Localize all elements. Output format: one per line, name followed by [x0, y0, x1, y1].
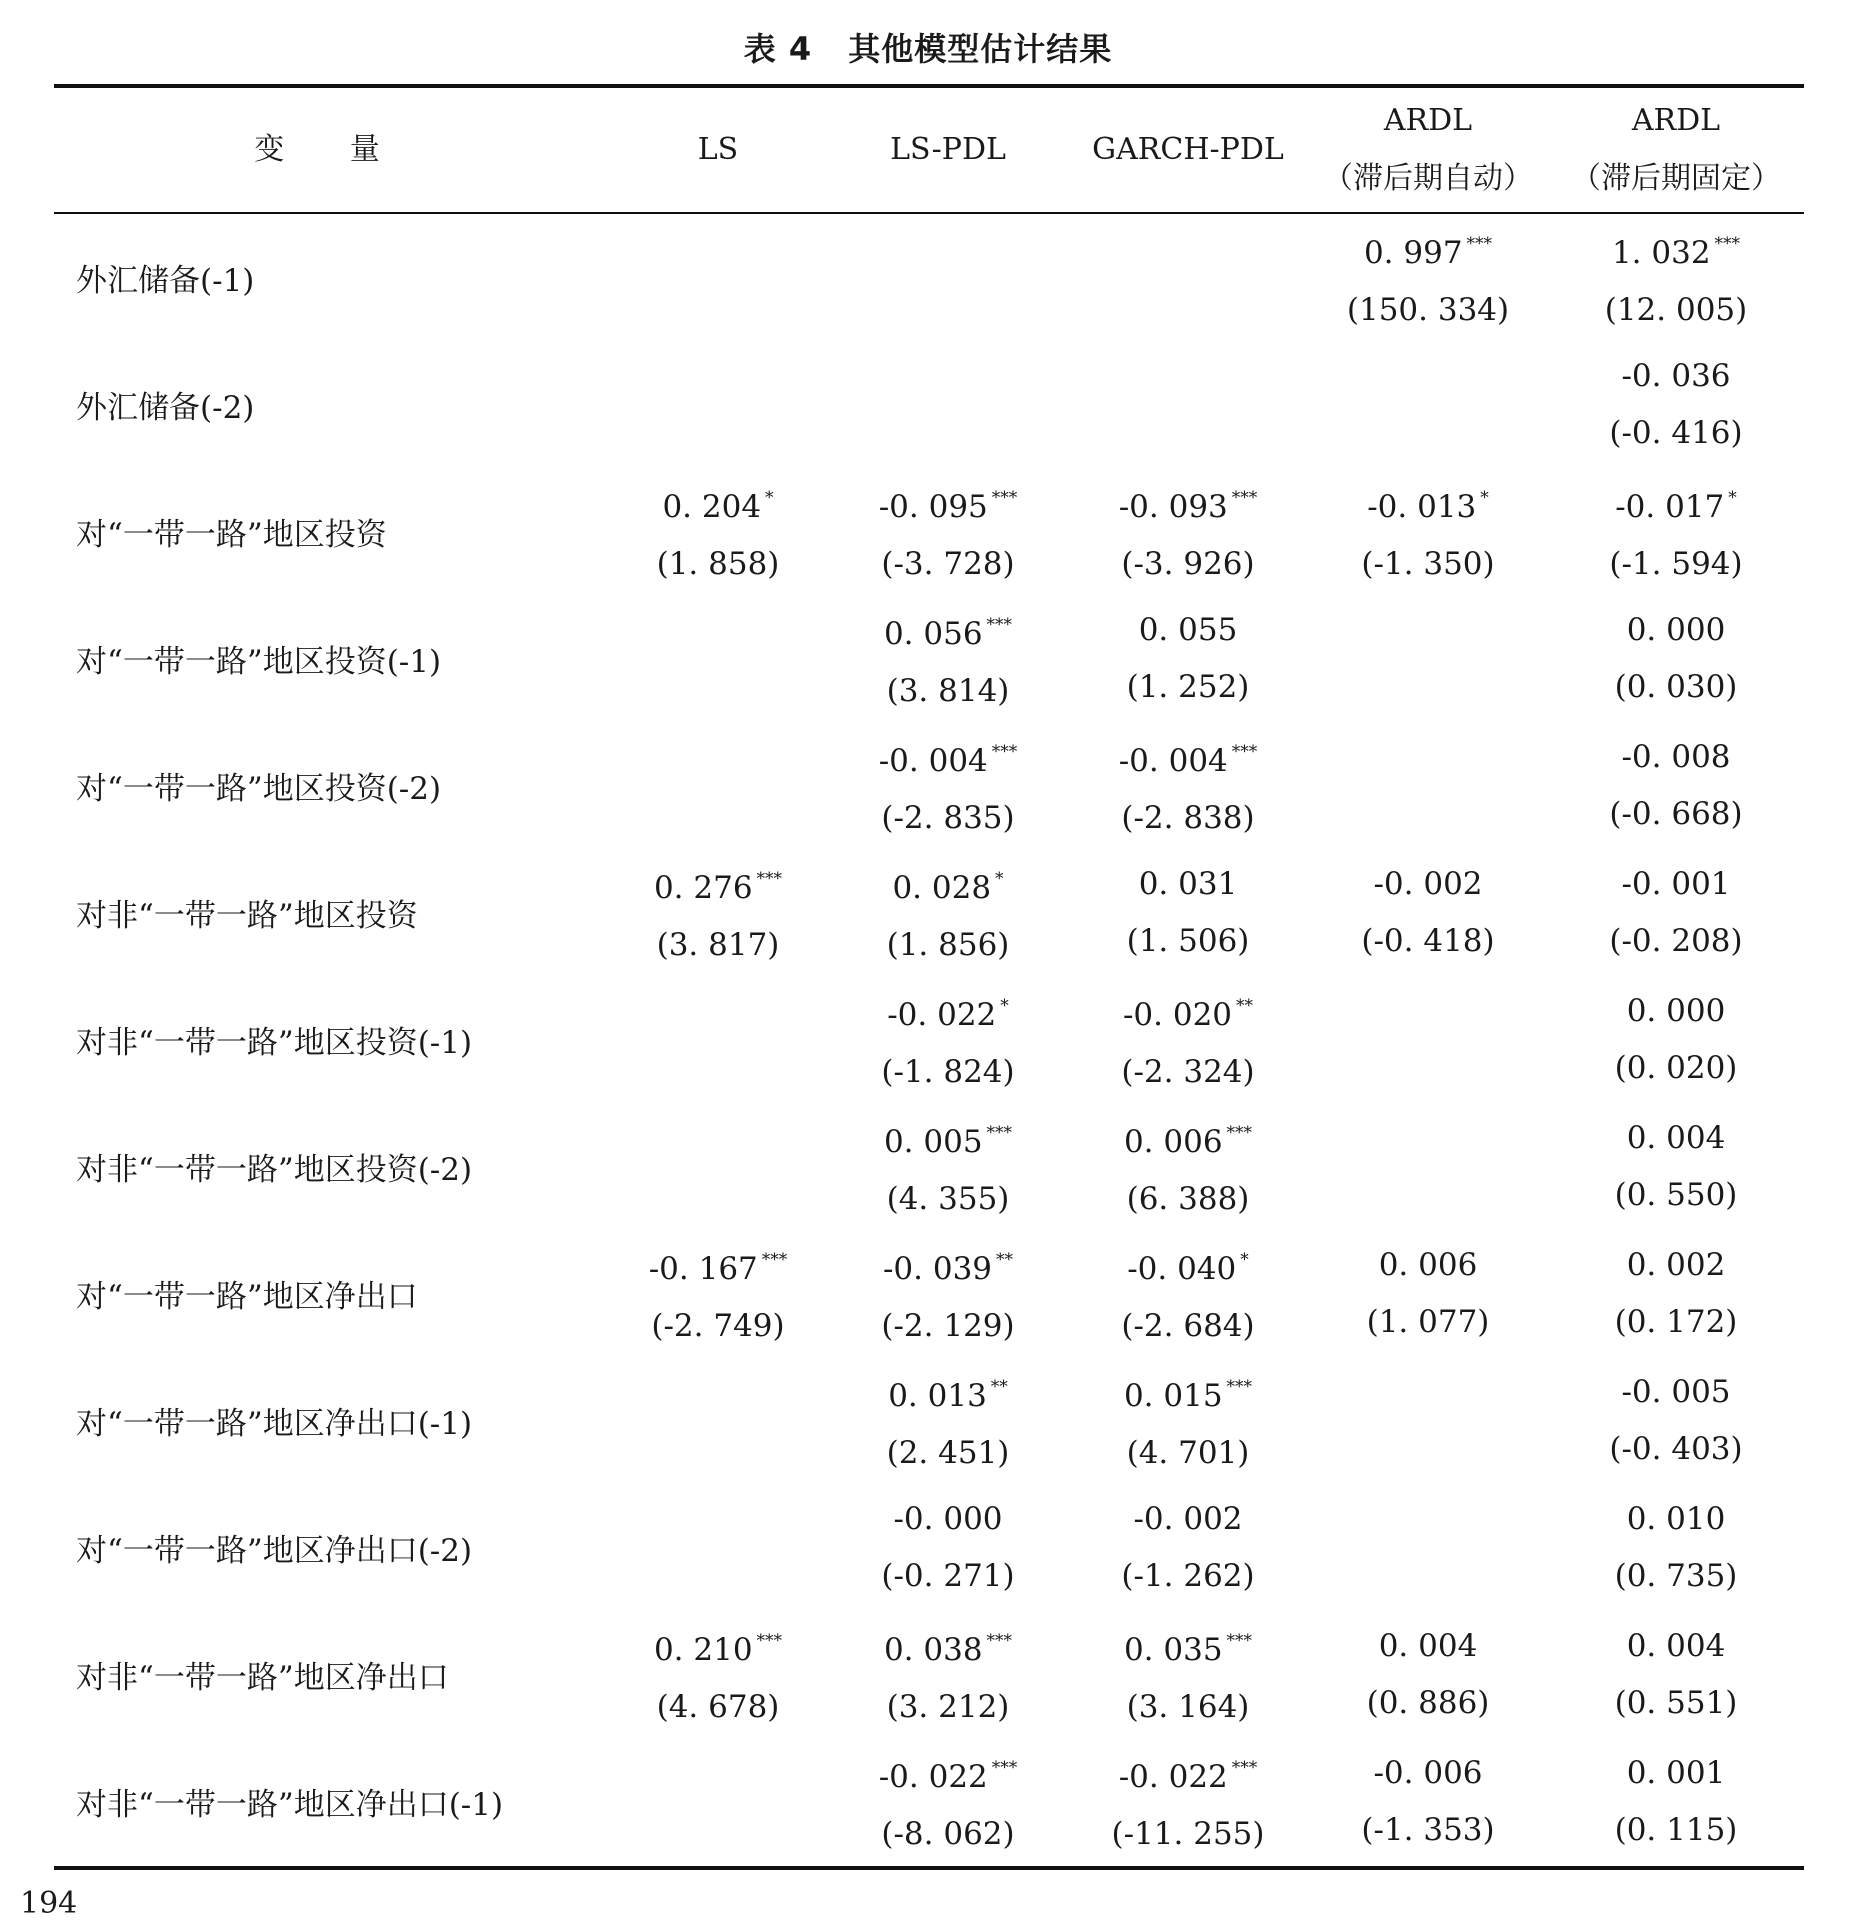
t-statistic: (-11. 255)	[1111, 1816, 1265, 1852]
variable-label: 对“一带一路”地区投资	[76, 517, 387, 553]
t-statistic: (150. 334)	[1346, 292, 1510, 328]
significance-stars: ***	[1231, 1758, 1258, 1778]
variable-label: 对非“一带一路”地区净出口	[76, 1660, 449, 1696]
coefficient	[828, 1740, 1068, 1806]
t-statistic: (-2. 684)	[1121, 1308, 1255, 1344]
cell-ls-pdl	[828, 1103, 1068, 1230]
significance-stars: **	[990, 1377, 1008, 1397]
cell-ls	[608, 976, 828, 1103]
coefficient	[1068, 1359, 1308, 1425]
significance-stars: ***	[1226, 1631, 1253, 1651]
t-statistic: (4. 678)	[656, 1689, 780, 1725]
cell-ardl-auto	[1308, 341, 1548, 468]
coefficient	[828, 1359, 1068, 1425]
coefficient	[1548, 1491, 1804, 1548]
t-statistic: (0. 172)	[1614, 1303, 1738, 1340]
t-statistic: (-2. 835)	[881, 800, 1015, 836]
t-statistic: (-1. 350)	[1361, 546, 1495, 582]
coefficient	[828, 1105, 1068, 1171]
coefficient	[1308, 216, 1548, 282]
header-ardl-auto-line1: ARDL	[1383, 103, 1473, 138]
header-ardl-auto-line2: （滞后期自动）	[1323, 161, 1533, 196]
coefficient-value: 0. 204	[662, 489, 762, 525]
cell-garch-pdl	[1068, 722, 1308, 849]
significance-stars: ***	[1231, 488, 1258, 508]
cell-ardl-auto	[1308, 1484, 1548, 1611]
coefficient-value: -0. 039	[882, 1251, 993, 1287]
header-variable: 变 量	[254, 132, 408, 167]
table-row	[54, 1103, 1804, 1230]
t-statistic: (4. 701)	[1126, 1435, 1250, 1471]
coefficient	[1548, 602, 1804, 659]
cell-ls	[608, 214, 828, 341]
t-statistic: (1. 506)	[1126, 922, 1250, 959]
cell-ardl-auto	[1308, 1357, 1548, 1484]
cell-ardl-auto	[1308, 1738, 1548, 1865]
coefficient-value: 0. 038	[883, 1632, 983, 1668]
significance-stars: ***	[986, 1123, 1013, 1143]
cell-ls-pdl	[828, 1611, 1068, 1738]
coefficient	[1548, 729, 1804, 786]
variable-label: 对“一带一路”地区投资(-2)	[76, 771, 442, 807]
variable-label: 对非“一带一路”地区投资(-1)	[76, 1025, 473, 1061]
bottom-rule	[54, 1866, 1804, 1870]
significance-stars: ***	[991, 742, 1018, 762]
significance-stars: ***	[986, 615, 1013, 635]
coefficient	[608, 851, 828, 917]
cell-ls	[608, 595, 828, 722]
page-number: 194	[20, 1886, 78, 1921]
coefficient-value: 0. 035	[1123, 1632, 1223, 1668]
t-statistic: (-0. 403)	[1609, 1430, 1743, 1467]
cell-ls-pdl	[828, 1230, 1068, 1357]
coefficient-value: -0. 022	[1118, 1759, 1228, 1795]
coefficient-value: 0. 006	[1123, 1124, 1223, 1160]
variable-label: 对“一带一路”地区净出口(-2)	[76, 1533, 473, 1569]
coefficient-value: 0. 010	[1626, 1500, 1726, 1537]
table-row	[54, 1738, 1804, 1865]
t-statistic: (-0. 208)	[1609, 922, 1743, 959]
table-row	[54, 341, 1804, 468]
cell-ls-pdl	[828, 722, 1068, 849]
coefficient	[1548, 1237, 1804, 1294]
coefficient-value: 0. 001	[1626, 1754, 1726, 1791]
significance-stars: ***	[986, 1631, 1013, 1651]
coefficient	[828, 1613, 1068, 1679]
cell-garch-pdl	[1068, 341, 1308, 468]
t-statistic: (1. 856)	[886, 927, 1010, 963]
coefficient-value: 0. 004	[1626, 1119, 1726, 1156]
cell-ardl-fixed	[1548, 1357, 1804, 1484]
cell-ardl-fixed	[1548, 341, 1804, 468]
cell-ardl-fixed	[1548, 849, 1804, 976]
coefficient-value: 0. 015	[1123, 1378, 1223, 1414]
table-row	[54, 722, 1804, 849]
significance-stars: *	[1000, 996, 1009, 1016]
t-statistic: (3. 164)	[1126, 1689, 1250, 1725]
coefficient	[828, 1232, 1068, 1298]
cell-ardl-auto	[1308, 976, 1548, 1103]
significance-stars: *	[1240, 1250, 1249, 1270]
cell-ardl-auto	[1308, 1230, 1548, 1357]
t-statistic: (1. 858)	[656, 546, 780, 582]
table-row	[54, 1611, 1804, 1738]
significance-stars: ***	[1226, 1123, 1253, 1143]
coefficient-value: -0. 040	[1127, 1251, 1237, 1287]
table-row	[54, 214, 1804, 341]
coefficient-value: 0. 055	[1138, 611, 1238, 648]
t-statistic: (0. 550)	[1614, 1176, 1738, 1213]
cell-ls	[608, 1357, 828, 1484]
cell-ls-pdl	[828, 849, 1068, 976]
coefficient	[1548, 470, 1804, 536]
coefficient-value: 0. 210	[653, 1632, 753, 1668]
t-statistic: (-2. 129)	[881, 1308, 1015, 1344]
t-statistic: (4. 355)	[886, 1181, 1010, 1217]
significance-stars: ***	[1466, 234, 1493, 254]
coefficient	[1548, 983, 1804, 1040]
results-table-body	[54, 214, 1804, 1865]
significance-stars: *	[995, 869, 1004, 889]
coefficient	[608, 1232, 828, 1298]
variable-label: 外汇储备(-1)	[76, 263, 255, 299]
t-statistic: (-2. 749)	[651, 1308, 785, 1344]
coefficient	[1548, 348, 1804, 405]
table-row	[54, 1357, 1804, 1484]
t-statistic: (0. 030)	[1614, 668, 1738, 705]
cell-ardl-fixed	[1548, 722, 1804, 849]
cell-garch-pdl	[1068, 849, 1308, 976]
coefficient-value: 0. 276	[653, 870, 753, 906]
coefficient	[1068, 978, 1308, 1044]
coefficient	[1068, 1232, 1308, 1298]
coefficient	[608, 470, 828, 536]
cell-garch-pdl	[1068, 468, 1308, 595]
coefficient	[828, 851, 1068, 917]
header-garch-pdl: GARCH-PDL	[1092, 132, 1284, 167]
cell-ardl-fixed	[1548, 214, 1804, 341]
coefficient-value: -0. 095	[878, 489, 988, 525]
significance-stars: **	[1236, 996, 1254, 1016]
coefficient	[1308, 856, 1548, 913]
t-statistic: (-2. 838)	[1121, 800, 1255, 836]
significance-stars: ***	[991, 1758, 1018, 1778]
table-number: 表 4	[743, 30, 813, 68]
coefficient-value: -0. 036	[1621, 357, 1731, 394]
t-statistic: (-1. 353)	[1361, 1811, 1495, 1848]
cell-ardl-fixed	[1548, 976, 1804, 1103]
t-statistic: (3. 817)	[656, 927, 780, 963]
cell-ls-pdl	[828, 468, 1068, 595]
t-statistic: (-1. 594)	[1609, 546, 1743, 582]
cell-ls-pdl	[828, 1484, 1068, 1611]
significance-stars: ***	[1714, 234, 1741, 254]
cell-ardl-fixed	[1548, 1103, 1804, 1230]
cell-ls	[608, 1103, 828, 1230]
coefficient-value: 0. 005	[883, 1124, 983, 1160]
cell-garch-pdl	[1068, 1611, 1308, 1738]
cell-ardl-auto	[1308, 468, 1548, 595]
t-statistic: (-0. 416)	[1609, 414, 1743, 451]
cell-ls	[608, 341, 828, 468]
coefficient-value: 0. 000	[1626, 611, 1726, 648]
cell-ls	[608, 1484, 828, 1611]
cell-ls	[608, 849, 828, 976]
coefficient-value: -0. 020	[1122, 997, 1233, 1033]
cell-garch-pdl	[1068, 1103, 1308, 1230]
coefficient	[1548, 1364, 1804, 1421]
header-ls: LS	[697, 132, 739, 167]
coefficient-value: -0. 006	[1373, 1754, 1483, 1791]
coefficient	[1548, 856, 1804, 913]
coefficient	[1308, 1618, 1548, 1675]
coefficient-value: -0. 008	[1621, 738, 1731, 775]
variable-label: 对“一带一路”地区投资(-1)	[76, 644, 442, 680]
cell-ls	[608, 1611, 828, 1738]
coefficient-value: -0. 022	[878, 1759, 988, 1795]
cell-ardl-fixed	[1548, 1738, 1804, 1865]
coefficient-value: 0. 004	[1626, 1627, 1726, 1664]
cell-ardl-fixed	[1548, 1230, 1804, 1357]
header-ardl-fixed	[1548, 88, 1804, 212]
t-statistic: (-3. 926)	[1121, 546, 1255, 582]
t-statistic: (-3. 728)	[881, 546, 1015, 582]
table-row	[54, 976, 1804, 1103]
variable-label: 对非“一带一路”地区投资	[76, 898, 418, 934]
t-statistic: (0. 735)	[1614, 1557, 1738, 1594]
coefficient-value: -0. 004	[878, 743, 988, 779]
header-ardl-fixed-line2: （滞后期固定）	[1571, 161, 1781, 196]
significance-stars: ***	[756, 1631, 783, 1651]
table-caption: 其他模型估计结果	[848, 30, 1113, 68]
cell-ls	[608, 1738, 828, 1865]
cell-ardl-fixed	[1548, 468, 1804, 595]
cell-garch-pdl	[1068, 1357, 1308, 1484]
table-title	[0, 24, 1856, 70]
t-statistic: (-0. 271)	[881, 1557, 1015, 1594]
cell-garch-pdl	[1068, 214, 1308, 341]
t-statistic: (-8. 062)	[881, 1816, 1015, 1852]
variable-label: 对“一带一路”地区净出口	[76, 1279, 418, 1315]
results-table	[54, 214, 1804, 1865]
header-ardl-fixed-line1: ARDL	[1631, 103, 1721, 138]
significance-stars: *	[1480, 488, 1489, 508]
coefficient-value: -0. 001	[1621, 865, 1731, 902]
cell-ls-pdl	[828, 595, 1068, 722]
t-statistic: (0. 551)	[1614, 1684, 1738, 1721]
coefficient-value: 0. 013	[888, 1378, 987, 1414]
coefficient-value: 0. 000	[1626, 992, 1726, 1029]
table-row	[54, 1230, 1804, 1357]
t-statistic: (0. 115)	[1614, 1811, 1738, 1848]
cell-ardl-auto	[1308, 214, 1548, 341]
coefficient-value: -0. 022	[887, 997, 997, 1033]
cell-garch-pdl	[1068, 595, 1308, 722]
cell-ardl-auto	[1308, 849, 1548, 976]
t-statistic: (-2. 324)	[1121, 1054, 1255, 1090]
cell-ardl-auto	[1308, 1103, 1548, 1230]
coefficient	[1548, 1745, 1804, 1802]
header-ls-pdl: LS-PDL	[890, 132, 1006, 167]
t-statistic: (-0. 418)	[1361, 922, 1495, 959]
cell-ls-pdl	[828, 341, 1068, 468]
coefficient	[1308, 1237, 1548, 1294]
coefficient	[828, 597, 1068, 663]
coefficient-value: 0. 028	[892, 870, 992, 906]
cell-ardl-fixed	[1548, 1611, 1804, 1738]
coefficient	[1068, 1491, 1308, 1548]
coefficient-value: -0. 013	[1367, 489, 1477, 525]
table-row	[54, 468, 1804, 595]
t-statistic: (3. 814)	[886, 673, 1010, 709]
cell-ardl-fixed	[1548, 1484, 1804, 1611]
coefficient	[1068, 1105, 1308, 1171]
coefficient	[828, 978, 1068, 1044]
significance-stars: **	[996, 1250, 1014, 1270]
t-statistic: (1. 252)	[1126, 668, 1250, 705]
coefficient-value: -0. 017	[1615, 489, 1725, 525]
coefficient	[1308, 1745, 1548, 1802]
significance-stars: ***	[1226, 1377, 1253, 1397]
t-statistic: (-1. 824)	[881, 1054, 1015, 1090]
coefficient-value: 0. 997	[1363, 235, 1463, 271]
coefficient	[1068, 724, 1308, 790]
significance-stars: ***	[756, 869, 783, 889]
cell-ls	[608, 722, 828, 849]
cell-ls-pdl	[828, 1357, 1068, 1484]
coefficient	[828, 470, 1068, 536]
coefficient-value: -0. 093	[1118, 489, 1228, 525]
variable-label: 对非“一带一路”地区投资(-2)	[76, 1152, 473, 1188]
coefficient	[1068, 856, 1308, 913]
cell-ls	[608, 1230, 828, 1357]
cell-ls-pdl	[828, 976, 1068, 1103]
coefficient-value: -0. 004	[1118, 743, 1228, 779]
coefficient	[1548, 216, 1804, 282]
coefficient-value: 0. 031	[1138, 865, 1238, 902]
t-statistic: (6. 388)	[1126, 1181, 1250, 1217]
coefficient	[828, 724, 1068, 790]
t-statistic: (12. 005)	[1604, 292, 1748, 328]
significance-stars: ***	[1231, 742, 1258, 762]
coefficient-value: -0. 167	[648, 1251, 758, 1287]
cell-ardl-auto	[1308, 595, 1548, 722]
coefficient-value: 0. 002	[1626, 1246, 1726, 1283]
cell-ls	[608, 468, 828, 595]
t-statistic: (0. 020)	[1614, 1049, 1738, 1086]
coefficient-value: -0. 000	[893, 1500, 1003, 1537]
significance-stars: ***	[991, 488, 1018, 508]
variable-label: 外汇储备(-2)	[76, 390, 255, 426]
coefficient	[1068, 1740, 1308, 1806]
t-statistic: (3. 212)	[886, 1689, 1010, 1725]
cell-ardl-fixed	[1548, 595, 1804, 722]
variable-label: 对非“一带一路”地区净出口(-1)	[76, 1787, 504, 1823]
table-row	[54, 1484, 1804, 1611]
t-statistic: (1. 077)	[1366, 1303, 1490, 1340]
significance-stars: ***	[761, 1250, 788, 1270]
cell-ardl-auto	[1308, 722, 1548, 849]
variable-label: 对“一带一路”地区净出口(-1)	[76, 1406, 473, 1442]
table-row	[54, 595, 1804, 722]
cell-garch-pdl	[1068, 1484, 1308, 1611]
coefficient	[1308, 470, 1548, 536]
t-statistic: (-0. 668)	[1609, 795, 1743, 832]
t-statistic: (0. 886)	[1366, 1684, 1490, 1721]
coefficient-value: 1. 032	[1611, 235, 1711, 271]
cell-ls-pdl	[828, 1738, 1068, 1865]
significance-stars: *	[765, 488, 774, 508]
coefficient-value: -0. 005	[1621, 1373, 1731, 1410]
coefficient	[1548, 1618, 1804, 1675]
coefficient-value: 0. 056	[883, 616, 983, 652]
coefficient	[1068, 470, 1308, 536]
cell-garch-pdl	[1068, 1230, 1308, 1357]
coefficient-value: -0. 002	[1133, 1500, 1243, 1537]
t-statistic: (2. 451)	[886, 1435, 1010, 1471]
cell-ardl-auto	[1308, 1611, 1548, 1738]
table-row	[54, 849, 1804, 976]
coefficient	[1068, 1613, 1308, 1679]
header-ardl-auto	[1308, 88, 1548, 212]
cell-garch-pdl	[1068, 1738, 1308, 1865]
cell-ls-pdl	[828, 214, 1068, 341]
coefficient-value: 0. 006	[1378, 1246, 1478, 1283]
significance-stars: *	[1728, 488, 1737, 508]
coefficient	[1548, 1110, 1804, 1167]
t-statistic: (-1. 262)	[1121, 1557, 1255, 1594]
coefficient-value: 0. 004	[1378, 1627, 1478, 1664]
coefficient	[828, 1491, 1068, 1548]
coefficient-value: -0. 002	[1373, 865, 1483, 902]
cell-garch-pdl	[1068, 976, 1308, 1103]
coefficient	[1068, 602, 1308, 659]
coefficient	[608, 1613, 828, 1679]
